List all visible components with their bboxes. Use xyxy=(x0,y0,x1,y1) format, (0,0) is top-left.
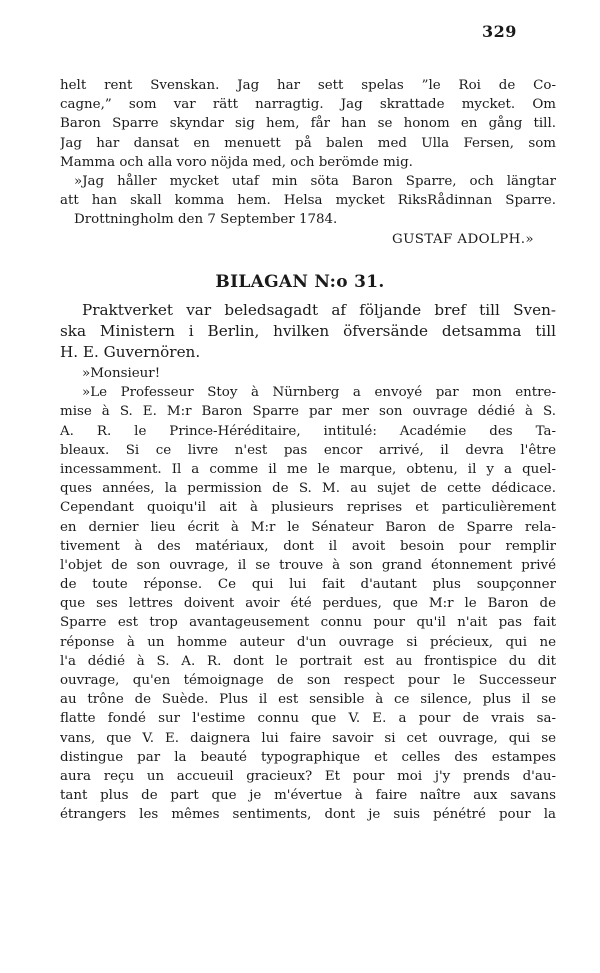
letter-line: aura reçu un accueuil gracieux? Et pour moi j'y prends d'au- xyxy=(60,768,556,784)
text-line: Mamma och alla voro nöjda med, och berömde mig. xyxy=(60,154,413,170)
letter-continuation xyxy=(60,76,556,249)
intro-paragraph xyxy=(60,300,556,363)
letter-line: vans, que V. E. daignera lui faire savoir si cet ouvrage, qui se xyxy=(60,730,556,746)
intro-line: ska Ministern i Berlin, hvilken öfversände detsamma till xyxy=(60,322,556,340)
letter-line: flatte fondé sur l'estime connu que V. E. a pour de vrais sa- xyxy=(60,711,556,727)
appendix-heading: BILAGAN N:o 31. xyxy=(215,272,385,292)
letter-line: Cependant quoiqu'il ait à plusieurs reprises et particulièrement xyxy=(60,500,556,516)
letter-line: distingue par la beauté typographique et celles des estampes xyxy=(60,749,556,765)
letter-line: »Le Professeur Stoy à Nürnberg a envoyé par mon entre- xyxy=(82,385,556,401)
closing-line: »Jag håller mycket utaf min söta Baron Sparre, och längtar xyxy=(74,173,556,189)
closing-line: att han skall komma hem. Helsa mycket RiksRådinnan Sparre. xyxy=(60,193,556,209)
letter-line: en dernier lieu écrit à M:r le Sénateur Baron de Sparre rela- xyxy=(60,519,556,535)
signature: GUSTAF ADOLPH.» xyxy=(392,231,534,247)
letter-line: incessamment. Il a comme il me le marque, obtenu, il y a quel- xyxy=(60,461,556,477)
letter-line: tivement à des matériaux, dont il avoit besoin pour remplir xyxy=(60,538,556,554)
letter-line: mise à S. E. M:r Baron Sparre par mer son ouvrage dédié à S. xyxy=(60,404,556,420)
letter-line: ques années, la permission de S. M. au sujet de cette dédicace. xyxy=(60,481,556,497)
salutation: »Monsieur! xyxy=(82,366,161,381)
letter-line: l'a dédié à S. A. R. dont le portrait est au frontispice du dit xyxy=(60,653,556,669)
intro-line: Praktverket var beledsagadt af följande bref till Sven- xyxy=(82,301,556,319)
letter-line: étrangers les mêmes sentiments, dont je suis pénétré pour la xyxy=(60,807,556,823)
page-number: 329 xyxy=(482,22,517,41)
letter-line: A. R. le Prince-Héréditaire, intitulé: Académie des Ta- xyxy=(60,423,556,439)
text-line: Baron Sparre skyndar sig hem, får han se honom en gång till. xyxy=(60,116,556,132)
letter-line: ouvrage, qu'en témoignage de son respect pour le Successeur xyxy=(60,673,556,688)
text-line: cagne,” som var rätt narragtig. Jag skrattade mycket. Om xyxy=(60,97,556,113)
french-letter xyxy=(60,364,556,825)
letter-line: Sparre est trop avantageusement connu pour qu'il n'ait pas fait xyxy=(60,615,556,631)
letter-line: réponse à un homme auteur d'un ouvrage si précieux, qui ne xyxy=(60,634,556,650)
letter-line: de toute réponse. Ce qui lui fait d'autant plus soupçonner xyxy=(60,577,556,593)
intro-line: H. E. Guvernören. xyxy=(60,343,201,361)
dateline: Drottningholm den 7 September 1784. xyxy=(74,212,338,228)
letter-line: au trône de Suède. Plus il est sensible à ce silence, plus il se xyxy=(60,692,556,708)
text-line: Jag har dansat en menuett på balen med Ulla Fersen, som xyxy=(60,135,556,151)
letter-line: l'objet de son ouvrage, il se trouve à son grand étonnement privé xyxy=(60,557,556,573)
text-line: helt rent Svenskan. Jag har sett spelas ”le Roi de Co- xyxy=(60,78,556,93)
letter-line: bleaux. Si ce livre n'est pas encor arrivé, il devra l'être xyxy=(60,442,556,458)
letter-line: tant plus de part que je m'évertue à faire naître aux savans xyxy=(60,788,556,804)
letter-line: que ses lettres doivent avoir été perdues, que M:r le Baron de xyxy=(60,596,556,612)
